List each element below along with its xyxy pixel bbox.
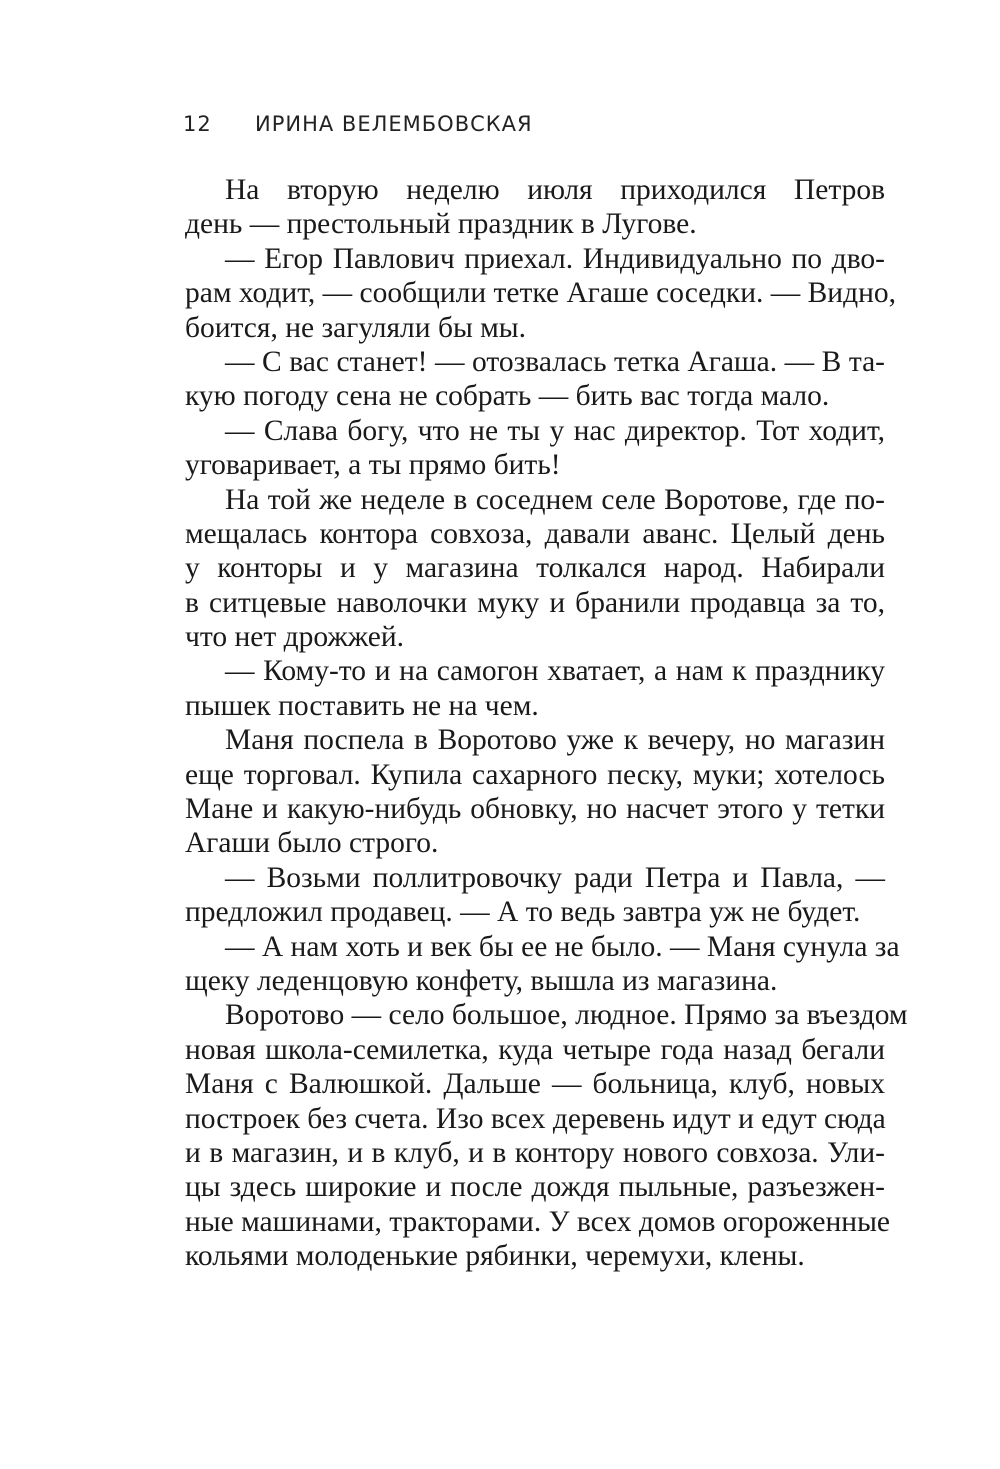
text-line: Маня с Валюшкой. Дальше — больница, клуб, новых [185, 1068, 885, 1101]
text-line: кую погоду сена не собрать — бить вас тогда мало. [185, 380, 830, 413]
text-line: На вторую неделю июля приходился Петров [225, 174, 885, 206]
paragraph [185, 861, 885, 930]
text-line: что нет дрожжей. [185, 621, 405, 654]
text-line: — А нам хоть и век бы ее не было. — Маня сунула за [225, 930, 900, 963]
text-line: предложил продавец. — А то ведь завтра уж не будет. [185, 896, 861, 929]
text-line: щеку леденцовую конфету, вышла из магазина. [185, 964, 778, 997]
text-line: день — престольный праздник в Лугове. [185, 208, 697, 241]
running-head-author: ИРИНА ВЕЛЕМБОВСКАЯ [255, 112, 533, 136]
text-line: пышек поставить не на чем. [185, 689, 539, 722]
paragraph [185, 483, 885, 655]
paragraph [185, 242, 896, 345]
text-line: в ситцевые наволочки муку и бранили продавца за то, [185, 586, 885, 619]
paragraph [185, 723, 885, 861]
text-line: На той же неделе в соседнем селе Воротове, где по- [225, 483, 885, 516]
text-line: ные машинами, тракторами. У всех домов огороженные [185, 1205, 890, 1238]
text-line: Воротово — село большое, людное. Прямо за въездом [225, 999, 908, 1032]
text-line: Мане и какую-нибудь обновку, но насчет этого у тетки [185, 793, 885, 826]
text-line: — С вас станет! — отозвалась тетка Агаша. — В та- [225, 345, 885, 378]
text-line: новая школа-семилетка, куда четыре года назад бегали [185, 1033, 885, 1066]
paragraph [185, 173, 885, 242]
text-line: уговаривает, а ты прямо бить! [185, 449, 561, 482]
text-line: — Егор Павлович приехал. Индивидуально по дво- [225, 242, 885, 275]
text-line: рам ходит, — сообщили тетке Агаше соседки. — Видно, [185, 277, 896, 310]
text-line: — Кому-то и на самогон хватает, а нам к празднику [225, 655, 885, 688]
page-number: 12 [183, 112, 212, 136]
text-line: мещалась контора совхоза, давали аванс. Целый день [185, 517, 885, 550]
text-line: построек без счета. Изо всех деревень идут и едут сюда [185, 1102, 886, 1135]
paragraph [185, 998, 908, 1273]
paragraph [185, 654, 885, 723]
paragraph [185, 930, 900, 999]
paragraph [185, 345, 885, 414]
running-head [183, 112, 533, 136]
paragraph [185, 414, 885, 483]
text-line: Агаши было строго. [185, 827, 439, 860]
text-line: Маня поспела в Воротово уже к вечеру, но магазин [225, 724, 885, 757]
text-line: у конторы и у магазина толкался народ. Набирали [185, 552, 885, 585]
text-line: еще торговал. Купила сахарного песку, муки; хотелось [185, 758, 885, 791]
text-line: боится, не загуляли бы мы. [185, 311, 527, 344]
text-line: — Слава богу, что не ты у нас директор. Тот ходит, [225, 414, 885, 447]
body-text [185, 173, 908, 1274]
text-line: и в магазин, и в клуб, и в контору нового совхоза. Ули- [185, 1136, 885, 1169]
text-line: цы здесь широкие и после дождя пыльные, разъезжен- [185, 1171, 885, 1204]
text-line: — Возьми поллитровочку ради Петра и Павла, — [225, 861, 885, 894]
text-line: кольями молоденькие рябинки, черемухи, клены. [185, 1240, 805, 1273]
